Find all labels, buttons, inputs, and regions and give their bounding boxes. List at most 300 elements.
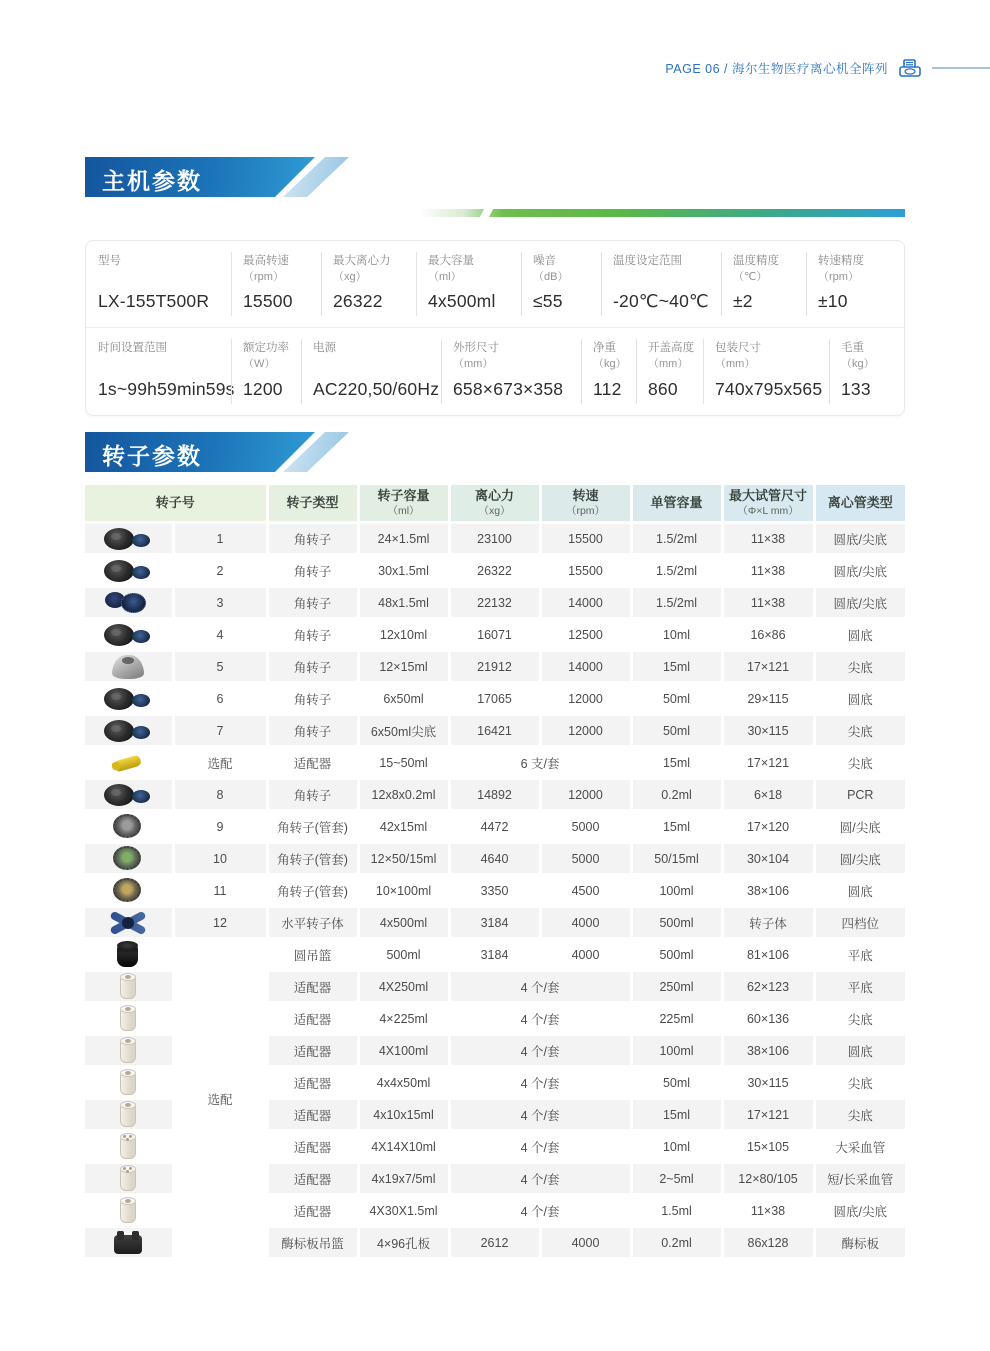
tube-volume-cell: 100ml bbox=[631, 1035, 722, 1067]
speed-cell: 15500 bbox=[540, 555, 631, 587]
tube-volume-cell: 15ml bbox=[631, 747, 722, 779]
rotor-number-cell: 3 bbox=[173, 587, 267, 619]
photo-shape bbox=[132, 726, 150, 739]
spec-item bbox=[806, 241, 904, 327]
adapter-white-multi-photo bbox=[103, 1133, 153, 1161]
rotor-capacity-cell: 15~50ml bbox=[358, 747, 449, 779]
rotor-capacity-cell: 12x10ml bbox=[358, 619, 449, 651]
centrifugal-force-cell: 4640 bbox=[449, 843, 540, 875]
spec-item bbox=[703, 328, 829, 415]
spec-unit: （W） bbox=[243, 357, 276, 370]
tube-volume-cell: 225ml bbox=[631, 1003, 722, 1035]
main-params-row-2 bbox=[86, 328, 904, 415]
pieces-per-set-cell: 6 支/套 bbox=[449, 747, 631, 779]
rotor-col-header: 转速 （rpm） bbox=[540, 485, 631, 523]
centrifugal-force-cell: 23100 bbox=[449, 523, 540, 555]
pieces-per-set-cell: 4 个/套 bbox=[449, 1067, 631, 1099]
rotor-col-unit: （xg） bbox=[478, 504, 511, 517]
rotor-type-cell: 角转子 bbox=[267, 683, 358, 715]
tube-size-cell: 30×115 bbox=[722, 1067, 814, 1099]
speed-cell: 15500 bbox=[540, 523, 631, 555]
rotor-capacity-cell: 4X14X10ml bbox=[358, 1131, 449, 1163]
rotor-number-cell: 2 bbox=[173, 555, 267, 587]
pieces-per-set-cell: 4 个/套 bbox=[449, 1195, 631, 1227]
adapter-white-photo bbox=[103, 1069, 153, 1097]
rotor-type-cell: 角转子 bbox=[267, 523, 358, 555]
rotor-capacity-cell: 12x8x0.2ml bbox=[358, 779, 449, 811]
speed-cell: 4000 bbox=[540, 1227, 631, 1259]
adapter-white-photo bbox=[103, 1005, 153, 1033]
rotor-photo-cell bbox=[85, 1035, 173, 1067]
spec-item bbox=[231, 328, 301, 415]
gradient-stripe-decoration bbox=[420, 209, 905, 217]
photo-shape bbox=[113, 814, 141, 838]
rotor-col-header: 单管容量 bbox=[631, 485, 722, 523]
tube-size-cell: 17×120 bbox=[722, 811, 814, 843]
tube-size-cell: 11×38 bbox=[722, 1195, 814, 1227]
rotor-number-cell: 8 bbox=[173, 779, 267, 811]
tube-type-cell: 平底 bbox=[814, 971, 905, 1003]
tube-type-cell: PCR bbox=[814, 779, 905, 811]
rotor-capacity-cell: 10×100ml bbox=[358, 875, 449, 907]
tube-size-cell: 86x128 bbox=[722, 1227, 814, 1259]
rotor-cross-photo bbox=[103, 909, 153, 937]
spec-value: 658×673×358 bbox=[453, 379, 564, 399]
spec-item bbox=[829, 328, 904, 415]
tube-type-cell: 圆底/尖底 bbox=[814, 587, 905, 619]
rotor-type-cell: 适配器 bbox=[267, 971, 358, 1003]
rotor-type-cell: 酶标板吊篮 bbox=[267, 1227, 358, 1259]
rotor-capacity-cell: 4x19x7/5ml bbox=[358, 1163, 449, 1195]
pieces-per-set-cell: 4 个/套 bbox=[449, 971, 631, 1003]
rotor-table-body bbox=[85, 523, 905, 1259]
rotor-photo-cell bbox=[85, 779, 173, 811]
spec-value: 26322 bbox=[333, 291, 383, 311]
photo-shape bbox=[123, 1167, 126, 1170]
header-rule bbox=[932, 67, 990, 69]
speed-cell: 12000 bbox=[540, 715, 631, 747]
spec-item bbox=[521, 241, 601, 327]
spec-item bbox=[86, 328, 235, 415]
rotor-type-cell: 适配器 bbox=[267, 1035, 358, 1067]
plate-carrier-photo bbox=[103, 1229, 153, 1257]
photo-shape bbox=[125, 1199, 131, 1203]
speed-cell: 4000 bbox=[540, 907, 631, 939]
rotor-photo-cell bbox=[85, 587, 173, 619]
rotor-col-unit: （ml） bbox=[387, 504, 420, 517]
rotor-type-cell: 水平转子体 bbox=[267, 907, 358, 939]
spec-item bbox=[636, 328, 703, 415]
rotor-table-head bbox=[85, 485, 905, 523]
rotor-col-unit: （rpm） bbox=[565, 504, 606, 517]
tube-type-cell: 圆/尖底 bbox=[814, 843, 905, 875]
tube-volume-cell: 1.5/2ml bbox=[631, 587, 722, 619]
tube-size-cell: 转子体 bbox=[722, 907, 814, 939]
main-params-card bbox=[85, 240, 905, 416]
photo-shape bbox=[117, 1231, 124, 1240]
rotor-table bbox=[85, 485, 905, 1260]
speed-cell: 12500 bbox=[540, 619, 631, 651]
tube-type-cell: 尖底 bbox=[814, 1099, 905, 1131]
speed-cell: 12000 bbox=[540, 683, 631, 715]
photo-shape bbox=[132, 790, 150, 803]
rotor-dark-photo bbox=[103, 621, 153, 649]
tube-volume-cell: 0.2ml bbox=[631, 779, 722, 811]
rotor-type-cell: 适配器 bbox=[267, 1003, 358, 1035]
spec-value: 740x795x565 bbox=[715, 379, 823, 399]
centrifugal-force-cell: 3184 bbox=[449, 907, 540, 939]
tube-size-cell: 12×80/105 bbox=[722, 1163, 814, 1195]
spec-label: 额定功率 （W） bbox=[243, 341, 299, 371]
speed-cell: 5000 bbox=[540, 843, 631, 875]
pieces-per-set-cell: 4 个/套 bbox=[449, 1035, 631, 1067]
table-row bbox=[85, 715, 905, 747]
rotor-photo-cell bbox=[85, 1067, 173, 1099]
tube-volume-cell: 15ml bbox=[631, 651, 722, 683]
rotor-sleeve-green-photo bbox=[103, 845, 153, 873]
rotor-capacity-cell: 6x50ml bbox=[358, 683, 449, 715]
rotor-type-cell: 适配器 bbox=[267, 1131, 358, 1163]
tube-volume-cell: 0.2ml bbox=[631, 1227, 722, 1259]
rotor-type-cell: 角转子 bbox=[267, 779, 358, 811]
spec-item bbox=[301, 328, 441, 415]
spec-label: 最高转速 （rpm） bbox=[243, 254, 319, 284]
rotor-capacity-cell: 12×50/15ml bbox=[358, 843, 449, 875]
tube-type-cell: 圆底 bbox=[814, 1035, 905, 1067]
tube-size-cell: 29×115 bbox=[722, 683, 814, 715]
table-row bbox=[85, 875, 905, 907]
rotor-photo-cell bbox=[85, 1003, 173, 1035]
centrifugal-force-cell: 16071 bbox=[449, 619, 540, 651]
centrifugal-force-cell: 17065 bbox=[449, 683, 540, 715]
tube-type-cell: 圆/尖底 bbox=[814, 811, 905, 843]
rotor-photo-cell bbox=[85, 907, 173, 939]
rotor-capacity-cell: 12×15ml bbox=[358, 651, 449, 683]
rotor-photo-cell bbox=[85, 651, 173, 683]
rotor-dark-photo bbox=[103, 717, 153, 745]
spec-unit: （ml） bbox=[428, 270, 462, 283]
rotor-type-cell: 适配器 bbox=[267, 1163, 358, 1195]
rotor-photo-cell bbox=[85, 811, 173, 843]
spec-value: 112 bbox=[593, 379, 622, 399]
rotor-type-cell: 适配器 bbox=[267, 1067, 358, 1099]
tube-size-cell: 38×106 bbox=[722, 1035, 814, 1067]
adapter-white-photo bbox=[103, 1037, 153, 1065]
photo-shape bbox=[132, 566, 150, 579]
photo-shape bbox=[111, 725, 121, 732]
rotor-number-cell: 4 bbox=[173, 619, 267, 651]
tube-volume-cell: 250ml bbox=[631, 971, 722, 1003]
rotor-col-header: 转子容量 （ml） bbox=[358, 485, 449, 523]
spec-unit: （xg） bbox=[333, 270, 367, 283]
rotor-number-cell: 7 bbox=[173, 715, 267, 747]
spec-value: 860 bbox=[648, 379, 678, 399]
tube-volume-cell: 10ml bbox=[631, 619, 722, 651]
spec-item bbox=[441, 328, 581, 415]
tube-type-cell: 圆底/尖底 bbox=[814, 1195, 905, 1227]
adapter-white-multi-photo bbox=[103, 1165, 153, 1193]
section-banner-rotor-params bbox=[85, 432, 315, 472]
tube-type-cell: 尖底 bbox=[814, 1067, 905, 1099]
spec-unit: （rpm） bbox=[818, 270, 859, 283]
pieces-per-set-cell: 4 个/套 bbox=[449, 1163, 631, 1195]
rotor-photo-cell bbox=[85, 1227, 173, 1259]
rotor-photo-cell bbox=[85, 747, 173, 779]
rotor-type-cell: 适配器 bbox=[267, 1195, 358, 1227]
main-params-row-1 bbox=[86, 241, 904, 328]
photo-shape bbox=[132, 630, 150, 643]
rotor-photo-cell bbox=[85, 1195, 173, 1227]
spec-item bbox=[601, 241, 721, 327]
tube-size-cell: 15×105 bbox=[722, 1131, 814, 1163]
centrifugal-force-cell: 26322 bbox=[449, 555, 540, 587]
spec-item bbox=[721, 241, 806, 327]
spec-label: 温度精度 （℃） bbox=[733, 254, 804, 284]
pieces-per-set-cell: 4 个/套 bbox=[449, 1131, 631, 1163]
tube-size-cell: 81×106 bbox=[722, 939, 814, 971]
spec-label: 型号 bbox=[98, 255, 121, 267]
rotor-photo-cell bbox=[85, 971, 173, 1003]
rotor-dark2-photo bbox=[103, 589, 153, 617]
rotor-capacity-cell: 4X30X1.5ml bbox=[358, 1195, 449, 1227]
speed-cell: 4500 bbox=[540, 875, 631, 907]
spec-label: 外形尺寸 （mm） bbox=[453, 341, 579, 371]
spec-item bbox=[416, 241, 521, 327]
rotor-photo-cell bbox=[85, 555, 173, 587]
rotor-type-cell: 角转子(管套) bbox=[267, 811, 358, 843]
spec-label: 包装尺寸 （mm） bbox=[715, 341, 827, 371]
spec-unit: （dB） bbox=[533, 270, 569, 283]
spec-value: ±2 bbox=[733, 291, 753, 311]
spec-label: 电源 bbox=[313, 342, 336, 354]
section-title: 转子参数 bbox=[102, 443, 202, 469]
photo-shape bbox=[121, 593, 146, 613]
spec-item bbox=[321, 241, 416, 327]
rotor-type-cell: 角转子(管套) bbox=[267, 843, 358, 875]
spec-unit: （℃） bbox=[733, 270, 768, 283]
spec-label: 温度设定范围 bbox=[613, 255, 682, 267]
tube-type-cell: 尖底 bbox=[814, 651, 905, 683]
rotor-type-cell: 圆吊篮 bbox=[267, 939, 358, 971]
tube-volume-cell: 500ml bbox=[631, 939, 722, 971]
spec-label: 最大离心力 （xg） bbox=[333, 254, 414, 284]
photo-shape bbox=[122, 657, 134, 664]
rotor-type-cell: 角转子 bbox=[267, 587, 358, 619]
photo-shape bbox=[111, 629, 121, 636]
spec-unit: （mm） bbox=[453, 357, 494, 370]
speed-cell: 12000 bbox=[540, 779, 631, 811]
rotor-col-header: 最大试管尺寸 （Φ×L mm） bbox=[722, 485, 814, 523]
spec-value: -20℃~40℃ bbox=[613, 291, 709, 311]
tube-size-cell: 17×121 bbox=[722, 651, 814, 683]
rotor-number-cell: 6 bbox=[173, 683, 267, 715]
spec-value: 4x500ml bbox=[428, 291, 496, 311]
tube-type-cell: 酶标板 bbox=[814, 1227, 905, 1259]
table-row bbox=[85, 907, 905, 939]
rotor-col-header: 离心管类型 bbox=[814, 485, 905, 523]
spec-label: 最大容量 （ml） bbox=[428, 254, 519, 284]
tube-type-cell: 圆底 bbox=[814, 619, 905, 651]
centrifugal-force-cell: 21912 bbox=[449, 651, 540, 683]
tube-type-cell: 圆底/尖底 bbox=[814, 555, 905, 587]
spec-value: AC220,50/60Hz bbox=[313, 379, 440, 399]
rotor-photo-cell bbox=[85, 939, 173, 971]
tube-size-cell: 30×104 bbox=[722, 843, 814, 875]
tube-type-cell: 圆底 bbox=[814, 683, 905, 715]
photo-shape bbox=[122, 917, 134, 929]
rotor-number-cell: 选配 bbox=[173, 747, 267, 779]
page-header bbox=[0, 58, 990, 78]
spec-value: 133 bbox=[841, 379, 871, 399]
rotor-type-cell: 适配器 bbox=[267, 1099, 358, 1131]
photo-shape bbox=[125, 1071, 131, 1075]
tube-type-cell: 短/长采血管 bbox=[814, 1163, 905, 1195]
rotor-number-cell: 11 bbox=[173, 875, 267, 907]
tube-volume-cell: 50ml bbox=[631, 715, 722, 747]
photo-shape bbox=[111, 533, 121, 540]
tube-size-cell: 16×86 bbox=[722, 619, 814, 651]
rotor-optional-group-cell: 选配 bbox=[173, 939, 267, 1259]
tube-size-cell: 6×18 bbox=[722, 779, 814, 811]
table-row bbox=[85, 555, 905, 587]
tube-volume-cell: 50ml bbox=[631, 1067, 722, 1099]
spec-value: LX-155T500R bbox=[98, 291, 210, 311]
rotor-dark-photo bbox=[103, 557, 153, 585]
tube-volume-cell: 10ml bbox=[631, 1131, 722, 1163]
table-row bbox=[85, 747, 905, 779]
tube-size-cell: 60×136 bbox=[722, 1003, 814, 1035]
rotor-photo-cell bbox=[85, 1131, 173, 1163]
photo-shape bbox=[132, 694, 150, 707]
centrifuge-icon bbox=[898, 58, 924, 78]
photo-shape bbox=[125, 1007, 131, 1011]
tube-type-cell: 圆底 bbox=[814, 875, 905, 907]
photo-shape bbox=[132, 534, 150, 547]
table-row bbox=[85, 779, 905, 811]
rotor-number-cell: 1 bbox=[173, 523, 267, 555]
centrifugal-force-cell: 22132 bbox=[449, 587, 540, 619]
photo-shape bbox=[113, 846, 141, 870]
spec-label: 时间设置范围 bbox=[98, 342, 167, 354]
tube-size-cell: 11×38 bbox=[722, 587, 814, 619]
centrifugal-force-cell: 14892 bbox=[449, 779, 540, 811]
tube-type-cell: 圆底/尖底 bbox=[814, 523, 905, 555]
tube-type-cell: 大采血管 bbox=[814, 1131, 905, 1163]
table-row bbox=[85, 523, 905, 555]
pieces-per-set-cell: 4 个/套 bbox=[449, 1003, 631, 1035]
tube-type-cell: 四档位 bbox=[814, 907, 905, 939]
rotor-type-cell: 角转子 bbox=[267, 651, 358, 683]
rotor-photo-cell bbox=[85, 1099, 173, 1131]
spec-unit: （kg） bbox=[841, 357, 875, 370]
rotor-capacity-cell: 24×1.5ml bbox=[358, 523, 449, 555]
section-banner-main-params bbox=[85, 157, 315, 197]
photo-shape bbox=[117, 941, 138, 950]
speed-cell: 4000 bbox=[540, 939, 631, 971]
centrifugal-force-cell: 16421 bbox=[449, 715, 540, 747]
rotor-number-cell: 12 bbox=[173, 907, 267, 939]
rotor-dark-photo bbox=[103, 781, 153, 809]
photo-shape bbox=[111, 565, 121, 572]
rotor-cone-photo bbox=[103, 653, 153, 681]
rotor-sleeve-tan-photo bbox=[103, 877, 153, 905]
rotor-col-header: 离心力 （xg） bbox=[449, 485, 540, 523]
tube-volume-cell: 15ml bbox=[631, 811, 722, 843]
tube-volume-cell: 1.5/2ml bbox=[631, 555, 722, 587]
photo-shape bbox=[113, 878, 141, 902]
centrifugal-force-cell: 4472 bbox=[449, 811, 540, 843]
photo-shape bbox=[111, 693, 121, 700]
tube-size-cell: 11×38 bbox=[722, 523, 814, 555]
spec-item bbox=[581, 328, 636, 415]
tube-type-cell: 平底 bbox=[814, 939, 905, 971]
spec-item bbox=[231, 241, 321, 327]
photo-shape bbox=[123, 1135, 126, 1138]
rotor-number-cell: 10 bbox=[173, 843, 267, 875]
rotor-photo-cell bbox=[85, 683, 173, 715]
tube-size-cell: 38×106 bbox=[722, 875, 814, 907]
spec-value: 1200 bbox=[243, 379, 283, 399]
tube-volume-cell: 500ml bbox=[631, 907, 722, 939]
rotor-header-row bbox=[85, 485, 905, 523]
adapter-white-photo bbox=[103, 973, 153, 1001]
spec-label: 噪音 （dB） bbox=[533, 254, 599, 284]
spec-label: 毛重 （kg） bbox=[841, 341, 902, 371]
rotor-capacity-cell: 4X250ml bbox=[358, 971, 449, 1003]
tube-volume-cell: 50ml bbox=[631, 683, 722, 715]
rotor-photo-cell bbox=[85, 1163, 173, 1195]
breadcrumb: PAGE 06 / 海尔生物医疗离心机全阵列 bbox=[665, 62, 888, 76]
photo-shape bbox=[111, 789, 121, 796]
tube-size-cell: 30×115 bbox=[722, 715, 814, 747]
tube-volume-cell: 100ml bbox=[631, 875, 722, 907]
table-row bbox=[85, 843, 905, 875]
spec-unit: （mm） bbox=[715, 357, 756, 370]
rotor-photo-cell bbox=[85, 875, 173, 907]
tube-volume-cell: 50/15ml bbox=[631, 843, 722, 875]
tube-type-cell: 尖底 bbox=[814, 715, 905, 747]
rotor-capacity-cell: 4x4x50ml bbox=[358, 1067, 449, 1099]
rotor-capacity-cell: 48x1.5ml bbox=[358, 587, 449, 619]
photo-shape bbox=[125, 1103, 131, 1107]
tube-size-cell: 17×121 bbox=[722, 747, 814, 779]
section-title: 主机参数 bbox=[102, 168, 202, 194]
spec-value: ±10 bbox=[818, 291, 848, 311]
tube-volume-cell: 15ml bbox=[631, 1099, 722, 1131]
adapter-white-photo bbox=[103, 1197, 153, 1225]
table-row bbox=[85, 939, 905, 971]
tube-size-cell: 17×121 bbox=[722, 1099, 814, 1131]
rotor-number-cell: 5 bbox=[173, 651, 267, 683]
rotor-col-header: 转子号 bbox=[85, 485, 267, 523]
rotor-type-cell: 角转子(管套) bbox=[267, 875, 358, 907]
tube-volume-cell: 2~5ml bbox=[631, 1163, 722, 1195]
spec-value: 15500 bbox=[243, 291, 293, 311]
bucket-black-photo bbox=[103, 941, 153, 969]
table-row bbox=[85, 811, 905, 843]
rotor-capacity-cell: 500ml bbox=[358, 939, 449, 971]
rotor-capacity-cell: 30x1.5ml bbox=[358, 555, 449, 587]
rotor-capacity-cell: 4×225ml bbox=[358, 1003, 449, 1035]
rotor-photo-cell bbox=[85, 523, 173, 555]
rotor-col-header: 转子类型 bbox=[267, 485, 358, 523]
adapter-yellow-photo bbox=[103, 749, 153, 777]
tube-volume-cell: 1.5/2ml bbox=[631, 523, 722, 555]
table-row bbox=[85, 619, 905, 651]
centrifugal-force-cell: 2612 bbox=[449, 1227, 540, 1259]
speed-cell: 14000 bbox=[540, 587, 631, 619]
spec-unit: （mm） bbox=[648, 357, 689, 370]
